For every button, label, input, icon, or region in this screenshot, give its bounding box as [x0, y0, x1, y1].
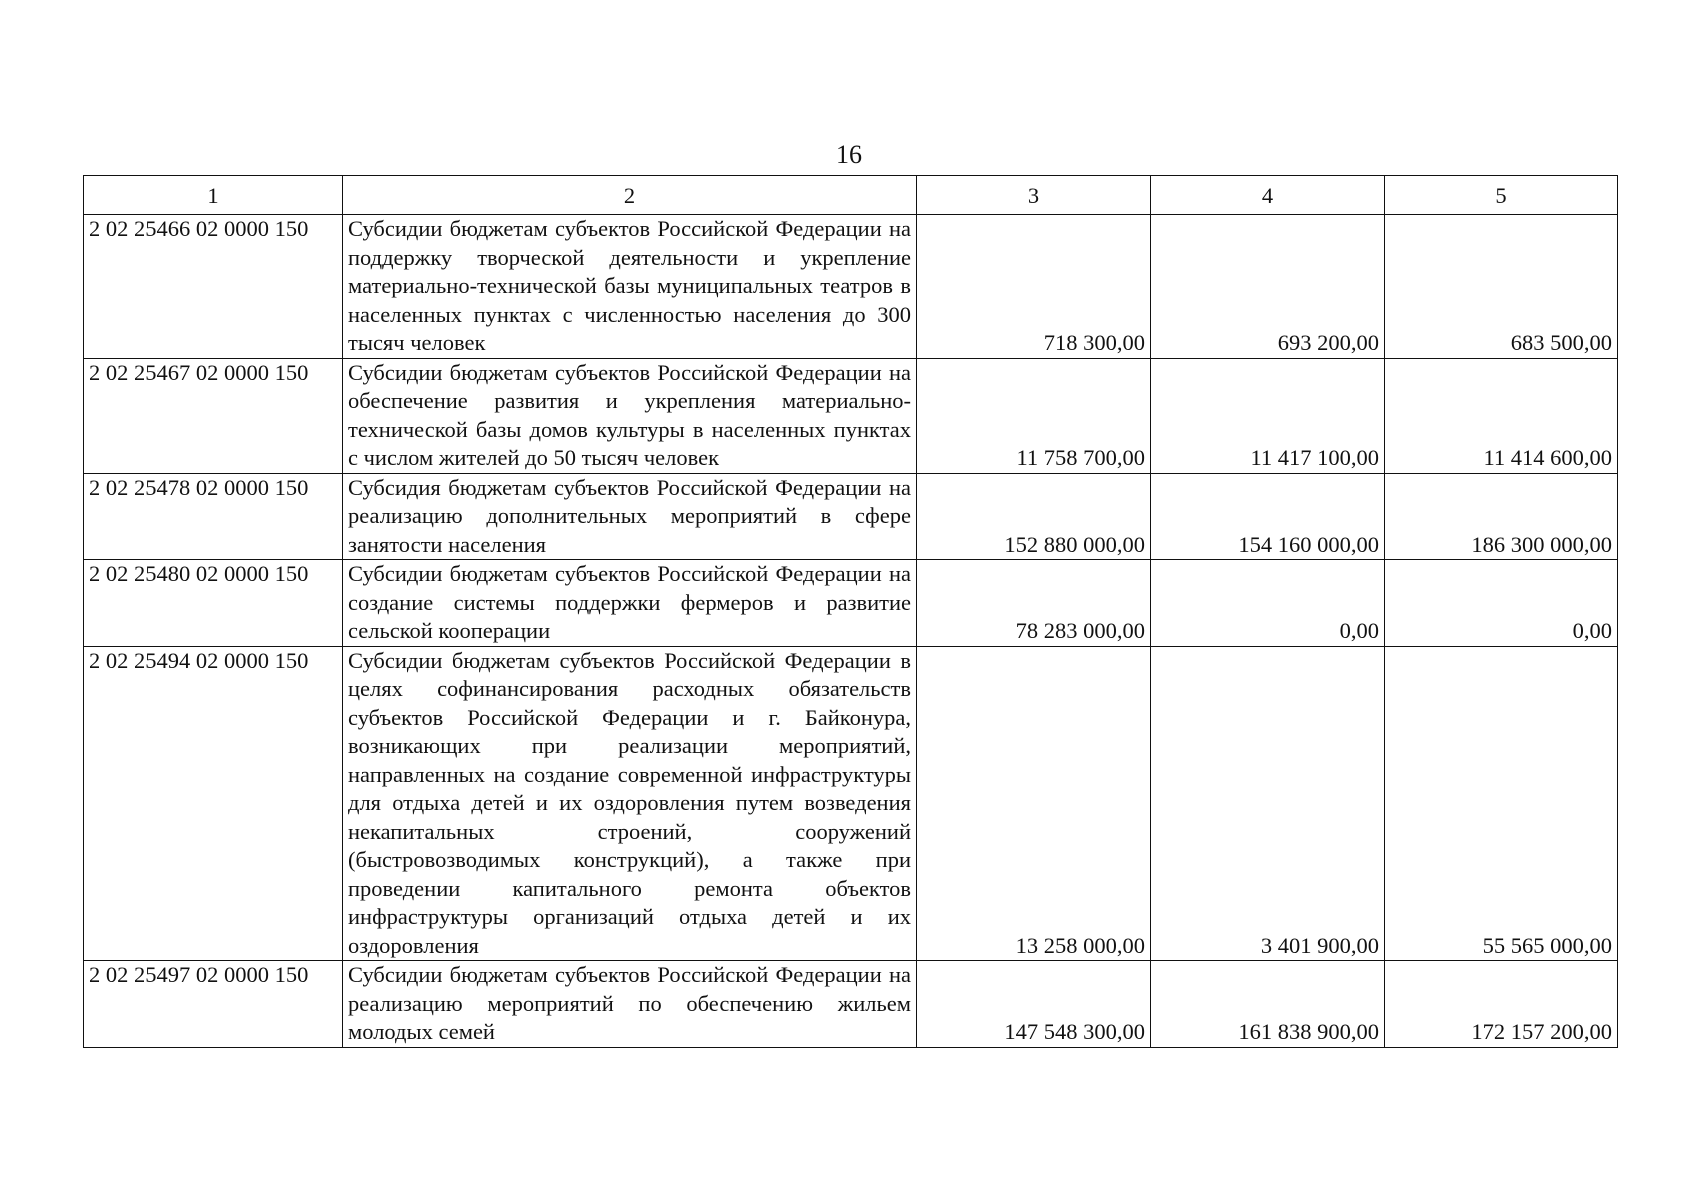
amount-col-5: 683 500,00	[1385, 215, 1618, 359]
amount-col-4: 11 417 100,00	[1151, 358, 1385, 473]
budget-table	[83, 175, 1618, 1048]
budget-code: 2 02 25497 02 0000 150	[84, 961, 343, 1048]
budget-code: 2 02 25467 02 0000 150	[84, 358, 343, 473]
description: Субсидия бюджетам субъектов Российской Федерации на реализацию дополнительных мероприятий в сфере занятости населения	[343, 473, 917, 560]
table-row	[84, 473, 1618, 560]
amount-col-5: 186 300 000,00	[1385, 473, 1618, 560]
amount-col-4: 0,00	[1151, 560, 1385, 647]
table-row	[84, 215, 1618, 359]
amount-col-3: 13 258 000,00	[917, 646, 1151, 961]
amount-col-5: 172 157 200,00	[1385, 961, 1618, 1048]
description: Субсидии бюджетам субъектов Российской Федерации на обеспечение развития и укрепления материально-технической базы домов культуры в населенных пунктах с числом жителей до 50 тысяч человек	[343, 358, 917, 473]
description: Субсидии бюджетам субъектов Российской Федерации на поддержку творческой деятельности и укрепление материально-технической базы муниципальных театров в населенных пунктах с численностью населения до 300 тысяч человек	[343, 215, 917, 359]
amount-col-3: 11 758 700,00	[917, 358, 1151, 473]
description: Субсидии бюджетам субъектов Российской Федерации в целях софинансирования расходных обязательств субъектов Российской Федерации и г. Байконура, возникающих при реализации мероприятий, направленных на создание современной инфраструктуры для отдыха детей и их оздоровления путем возведения некапитальных строений, сооружений (быстровозводимых конструкций), а также при проведении капитального ремонта объектов инфраструктуры организаций отдыха детей и их оздоровления	[343, 646, 917, 961]
table-row	[84, 560, 1618, 647]
amount-col-5: 11 414 600,00	[1385, 358, 1618, 473]
description: Субсидии бюджетам субъектов Российской Федерации на реализацию мероприятий по обеспечению жильем молодых семей	[343, 961, 917, 1048]
page-number: 16	[836, 140, 862, 169]
amount-col-3: 78 283 000,00	[917, 560, 1151, 647]
table-row	[84, 961, 1618, 1048]
amount-col-3: 718 300,00	[917, 215, 1151, 359]
column-header-4: 4	[1151, 176, 1385, 215]
table-row	[84, 646, 1618, 961]
amount-col-5: 0,00	[1385, 560, 1618, 647]
budget-code: 2 02 25494 02 0000 150	[84, 646, 343, 961]
column-header-5: 5	[1385, 176, 1618, 215]
header-row	[84, 176, 1618, 215]
amount-col-5: 55 565 000,00	[1385, 646, 1618, 961]
column-header-1: 1	[84, 176, 343, 215]
amount-col-4: 3 401 900,00	[1151, 646, 1385, 961]
amount-col-4: 154 160 000,00	[1151, 473, 1385, 560]
budget-code: 2 02 25466 02 0000 150	[84, 215, 343, 359]
amount-col-4: 693 200,00	[1151, 215, 1385, 359]
budget-code: 2 02 25478 02 0000 150	[84, 473, 343, 560]
column-header-2: 2	[343, 176, 917, 215]
table-row	[84, 358, 1618, 473]
description: Субсидии бюджетам субъектов Российской Федерации на создание системы поддержки фермеров и развитие сельской кооперации	[343, 560, 917, 647]
budget-code: 2 02 25480 02 0000 150	[84, 560, 343, 647]
column-header-3: 3	[917, 176, 1151, 215]
table-header	[84, 176, 1618, 215]
amount-col-3: 152 880 000,00	[917, 473, 1151, 560]
amount-col-3: 147 548 300,00	[917, 961, 1151, 1048]
amount-col-4: 161 838 900,00	[1151, 961, 1385, 1048]
